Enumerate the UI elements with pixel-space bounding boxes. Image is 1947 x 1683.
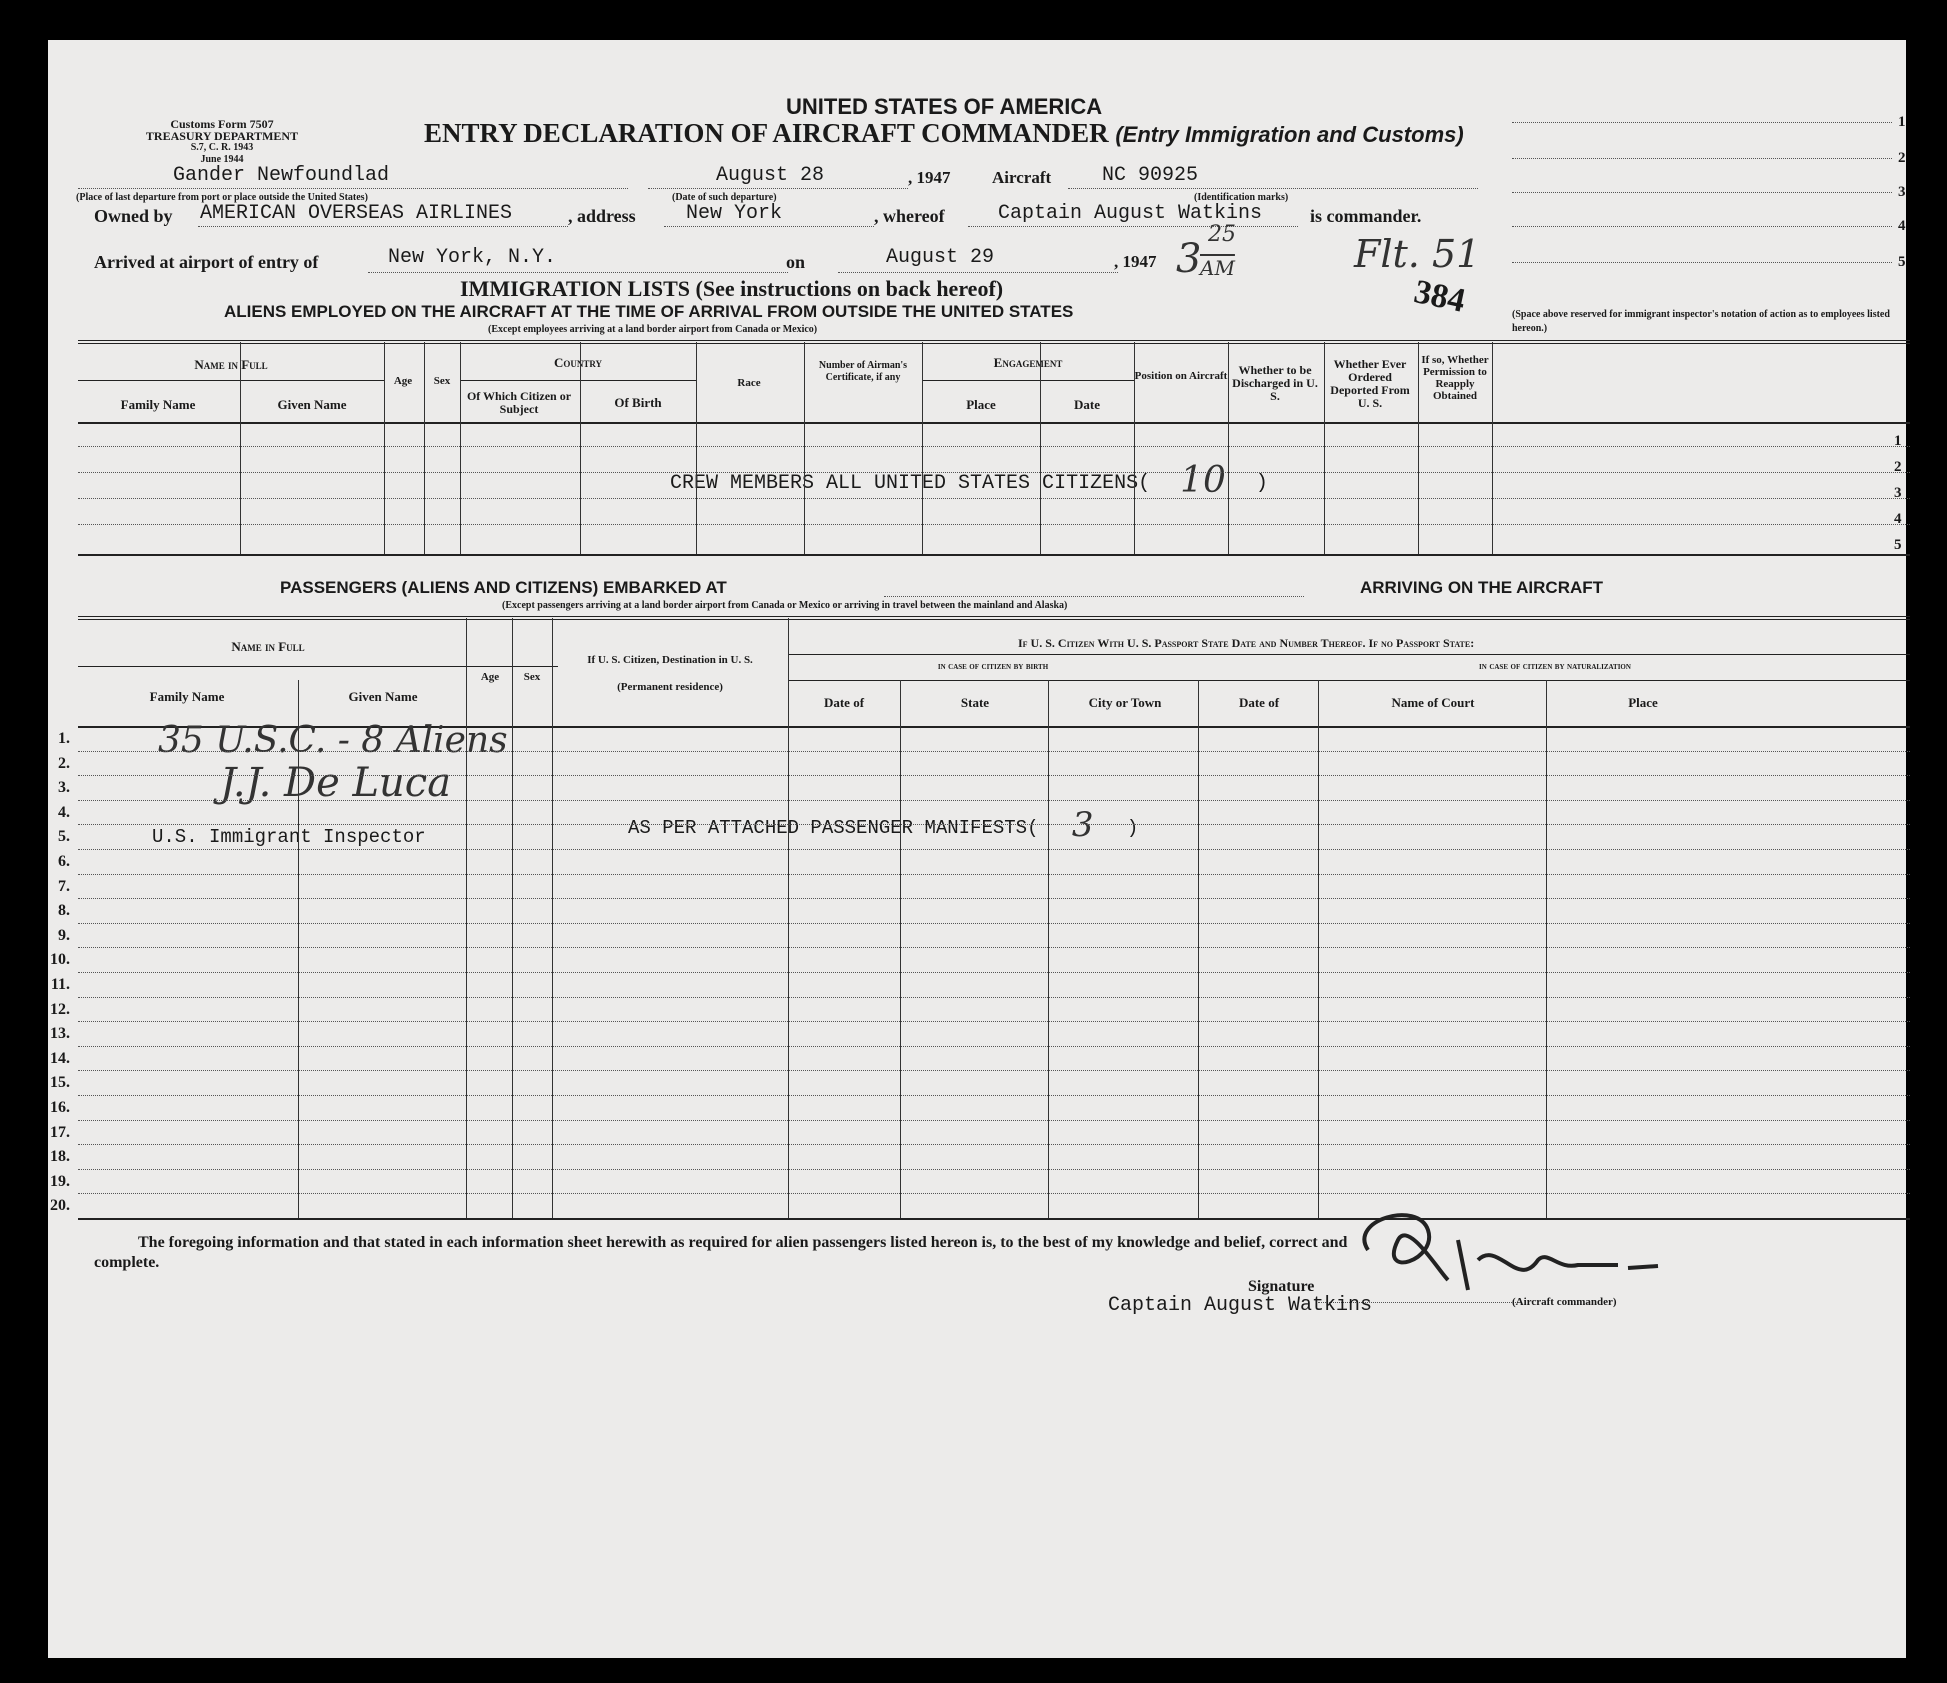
commander-suffix: is commander. [1310, 206, 1422, 226]
crew-position: Position on Aircraft [1134, 370, 1228, 382]
crew-country: Country [553, 355, 603, 370]
margin-line [1512, 122, 1892, 123]
passengers-title-right: ARRIVING ON THE AIRCRAFT [1360, 578, 1604, 597]
margin-number: 4 [1898, 218, 1906, 234]
passenger-row-number: 9. [58, 926, 70, 944]
address-label: , address [568, 206, 636, 226]
form-title-sub: (Entry Immigration and Customs) [1115, 122, 1464, 147]
owner-name: AMERICAN OVERSEAS AIRLINES [200, 202, 513, 225]
passenger-row-rule [78, 874, 1910, 875]
passenger-row-rule [78, 1095, 1910, 1096]
reserved-note: (Space above reserved for immigrant inspector's notation of action as to employees listed hereon.) [1512, 309, 1890, 334]
signer-caption: (Aircraft commander) [1512, 1296, 1617, 1308]
passenger-column-rule [298, 680, 299, 1218]
passenger-column-rule [900, 680, 901, 1218]
crew-column-rule [1228, 342, 1229, 554]
department: TREASURY DEPARTMENT [145, 129, 299, 143]
crew-deported: Whether Ever Ordered Deported From U. S. [1330, 357, 1410, 410]
departure-date-caption: (Date of such departure) [672, 192, 777, 203]
passenger-row-rule [78, 997, 1910, 998]
crew-column-rule [922, 342, 923, 554]
crew-column-rule [460, 342, 461, 554]
crew-discharged: Whether to be Discharged in U. S. [1232, 363, 1318, 403]
passenger-row-rule [78, 849, 1910, 850]
inspector-title: U.S. Immigrant Inspector [152, 826, 426, 848]
arrival-label: Arrived at airport of entry of [94, 252, 319, 272]
passenger-row-number: 10. [50, 951, 70, 969]
crew-entry [670, 456, 1268, 501]
pass-by-birth: in case of citizen by birth [937, 661, 1049, 672]
arrival-time-ampm: $\overline{AM}$ [1200, 256, 1235, 280]
form-title-main: ENTRY DECLARATION OF AIRCRAFT COMMANDER [424, 118, 1109, 148]
signer-name: Captain August Watkins [1108, 1294, 1373, 1317]
handwritten-passenger-count: 35 U.S.C. - 8 Aliens [158, 720, 508, 761]
crew-row-number: 1 [1894, 433, 1902, 449]
passengers-title: PASSENGERS (ALIENS AND CITIZENS) EMBARKED AT [280, 578, 727, 597]
manifest-close: ) [1126, 817, 1139, 839]
margin-number: 3 [1898, 184, 1906, 200]
passenger-row-rule [78, 1021, 1910, 1022]
passenger-row-rule [78, 800, 1910, 801]
crew-column-rule [1134, 342, 1135, 554]
arrival-on-label: on [786, 252, 806, 272]
margin-number: 5 [1898, 254, 1906, 270]
passenger-row-number: 16. [50, 1099, 70, 1116]
margin-line [1512, 226, 1892, 227]
crew-engagement: Engagement [993, 355, 1063, 370]
crew-column-rule [1324, 342, 1325, 554]
crew-entry-count: 10 [1180, 460, 1226, 501]
passenger-row-number: 4. [58, 803, 70, 821]
crew-family-name: Family Name [120, 397, 196, 412]
crew-citizen-of: Of Which Citizen or Subject [466, 389, 572, 416]
crew-row-rule [78, 446, 1910, 447]
passenger-row-number: 17. [50, 1123, 70, 1141]
crew-column-rule [1418, 342, 1419, 554]
arrival-airport: New York, N.Y. [388, 246, 557, 269]
passenger-column-rule [552, 618, 553, 1218]
pass-destination-sub: (Permanent residence) [617, 681, 723, 693]
whereof-label: , whereof [874, 206, 945, 226]
passenger-row-rule [78, 898, 1910, 899]
passenger-row-rule [78, 972, 1910, 973]
form-id-block [122, 118, 322, 166]
form-title [424, 118, 1464, 149]
form-number: Customs Form 7507 [170, 117, 274, 131]
owned-by-label: Owned by [94, 206, 173, 226]
manifest-entry-text: AS PER ATTACHED PASSENGER MANIFESTS( [628, 817, 1039, 839]
margin-line [1512, 192, 1892, 193]
arrival-time-hour: 3 [1176, 236, 1202, 282]
crew-row-number: 3 [1894, 485, 1902, 501]
passenger-row-rule [78, 923, 1910, 924]
crew-row-number: 4 [1894, 511, 1902, 527]
departure-year: , 1947 [908, 168, 951, 187]
margin-line [1512, 262, 1892, 263]
passenger-row-number: 11. [50, 976, 70, 993]
pass-age: Age [480, 671, 500, 683]
crew-row-rule [78, 472, 1910, 473]
departure-place-caption: (Place of last departure from port or place outside the United States) [76, 192, 368, 203]
passenger-row-number: 20. [50, 1197, 70, 1215]
passenger-row-number: 13. [50, 1025, 70, 1043]
departure-date: August 28 [716, 164, 825, 187]
pass-sex: Sex [523, 671, 541, 683]
pass-passport-header: If U. S. Citizen With U. S. Passport State Date and Number Thereof. If no Passport State: [1018, 636, 1475, 650]
statement-line-1: The foregoing information and that stated in each information sheet herewith as required for alien passengers listed hereon is, to the best of my knowledge and belief, correct and [138, 1234, 1348, 1251]
signature-label: Signature [1248, 1278, 1315, 1295]
stamp-number: 384 [1410, 273, 1469, 320]
crew-entry-text: CREW MEMBERS ALL UNITED STATES CITIZENS( [670, 472, 1151, 495]
passenger-row-rule [78, 947, 1910, 948]
crew-certificate: Number of Airman's Certificate, if any [818, 360, 908, 383]
immigration-note: (Except employees arriving at a land border airport from Canada or Mexico) [488, 324, 818, 335]
crew-sex: Sex [433, 375, 451, 387]
immigration-title: IMMIGRATION LISTS (See instructions on back hereof) [460, 276, 1004, 301]
margin-number: 1 [1898, 114, 1906, 130]
crew-column-rule [1492, 342, 1493, 554]
pass-state: State [960, 695, 990, 710]
crew-permission: If so, Whether Permission to Reapply Obtained [1421, 354, 1489, 402]
crew-engagement-place: Place [966, 397, 996, 412]
arrival-year: , 1947 [1114, 252, 1157, 271]
crew-column-rule [240, 342, 241, 554]
crew-column-rule [696, 342, 697, 554]
passenger-column-rule [1198, 680, 1199, 1218]
passenger-row-number: 7. [58, 877, 70, 895]
crew-entry-close: ) [1255, 472, 1268, 495]
form-document [48, 40, 1906, 1658]
passenger-row-rule [78, 1120, 1910, 1121]
aircraft-caption: (Identification marks) [1194, 192, 1289, 203]
crew-column-rule [580, 342, 581, 554]
pass-court: Name of Court [1391, 695, 1475, 710]
flight-number: Flt. 51 [1354, 232, 1481, 276]
margin-number: 2 [1898, 150, 1906, 166]
crew-name-in-full: Name in Full [194, 357, 268, 372]
passenger-row-number: 8. [58, 902, 70, 920]
passenger-column-rule [1318, 680, 1319, 1218]
commander-name: Captain August Watkins [998, 202, 1263, 225]
pass-given-name: Given Name [348, 689, 418, 704]
passenger-column-rule [1048, 680, 1049, 1218]
crew-age: Age [393, 375, 413, 387]
departure-place: Gander Newfoundlad [173, 164, 390, 187]
passenger-row-number: 15. [50, 1074, 70, 1092]
margin-line [1512, 158, 1892, 159]
passengers-note: (Except passengers arriving at a land border airport from Canada or Mexico or arriving in travel between the mainland and Alaska) [502, 600, 1068, 611]
passenger-row-number: 3. [58, 779, 70, 797]
crew-row-number: 2 [1894, 459, 1902, 475]
pass-city: City or Town [1088, 695, 1162, 710]
pass-place: Place [1628, 695, 1658, 710]
pass-by-naturalization: in case of citizen by naturalization [1479, 661, 1631, 672]
passenger-column-rule [512, 618, 513, 1218]
crew-row-rule [78, 524, 1910, 525]
aircraft-id: NC 90925 [1102, 164, 1199, 187]
pass-date-of-nat: Date of [1238, 695, 1280, 710]
immigration-subtitle: ALIENS EMPLOYED ON THE AIRCRAFT AT THE TIME OF ARRIVAL FROM OUTSIDE THE UNITED STATES [224, 302, 1074, 321]
passenger-column-rule [788, 618, 789, 1218]
passenger-row-number: 12. [50, 1000, 70, 1018]
passenger-row-number: 1. [58, 730, 70, 747]
crew-column-rule [804, 342, 805, 554]
passenger-row-rule [78, 824, 1910, 825]
pass-date-of-birth: Date of [823, 695, 865, 710]
pass-family-name: Family Name [149, 689, 225, 704]
passenger-row-rule [78, 775, 1910, 776]
owner-address: New York [686, 202, 783, 225]
passenger-row-rule [78, 1193, 1910, 1194]
statement-line-2: complete. [94, 1254, 160, 1271]
passenger-column-rule [1546, 680, 1547, 1218]
manifest-entry [628, 802, 1139, 845]
crew-engagement-date: Date [1074, 397, 1100, 412]
crew-row-number: 5 [1894, 537, 1902, 553]
crew-of-birth: Of Birth [614, 395, 662, 410]
arrival-time-minutes: 25 [1208, 222, 1236, 247]
crew-column-rule [424, 342, 425, 554]
crew-race: Race [737, 377, 761, 389]
passenger-column-rule [466, 618, 467, 1218]
passenger-row-number: 6. [58, 853, 70, 870]
passenger-row-number: 19. [50, 1172, 70, 1190]
passenger-row-rule [78, 1144, 1910, 1145]
form-date: June 1944 [200, 154, 244, 165]
inspector-signature: J.J. De Luca [220, 760, 452, 806]
passenger-row-rule [78, 1046, 1910, 1047]
crew-given-name: Given Name [277, 397, 347, 412]
manifest-count: 3 [1071, 805, 1094, 845]
passenger-row-rule [78, 1070, 1910, 1071]
passenger-row-number: 5. [58, 828, 70, 846]
passenger-row-number: 2. [58, 754, 70, 772]
pass-name-in-full: Name in Full [231, 639, 305, 654]
regulation: S.7, C. R. 1943 [190, 142, 254, 153]
crew-column-rule [1040, 342, 1041, 554]
passenger-row-number: 14. [50, 1049, 70, 1067]
aircraft-label: Aircraft [992, 168, 1052, 187]
passenger-row-rule [78, 1169, 1910, 1170]
crew-column-rule [384, 342, 385, 554]
passenger-row-rule [78, 751, 1910, 752]
crew-row-rule [78, 498, 1910, 499]
arrival-date: August 29 [886, 246, 995, 269]
passenger-row-number: 18. [50, 1148, 70, 1166]
commander-signature [1328, 1200, 1668, 1310]
pass-destination: If U. S. Citizen, Destination in U. S. [587, 654, 753, 666]
country-heading: UNITED STATES OF AMERICA [786, 94, 1103, 119]
